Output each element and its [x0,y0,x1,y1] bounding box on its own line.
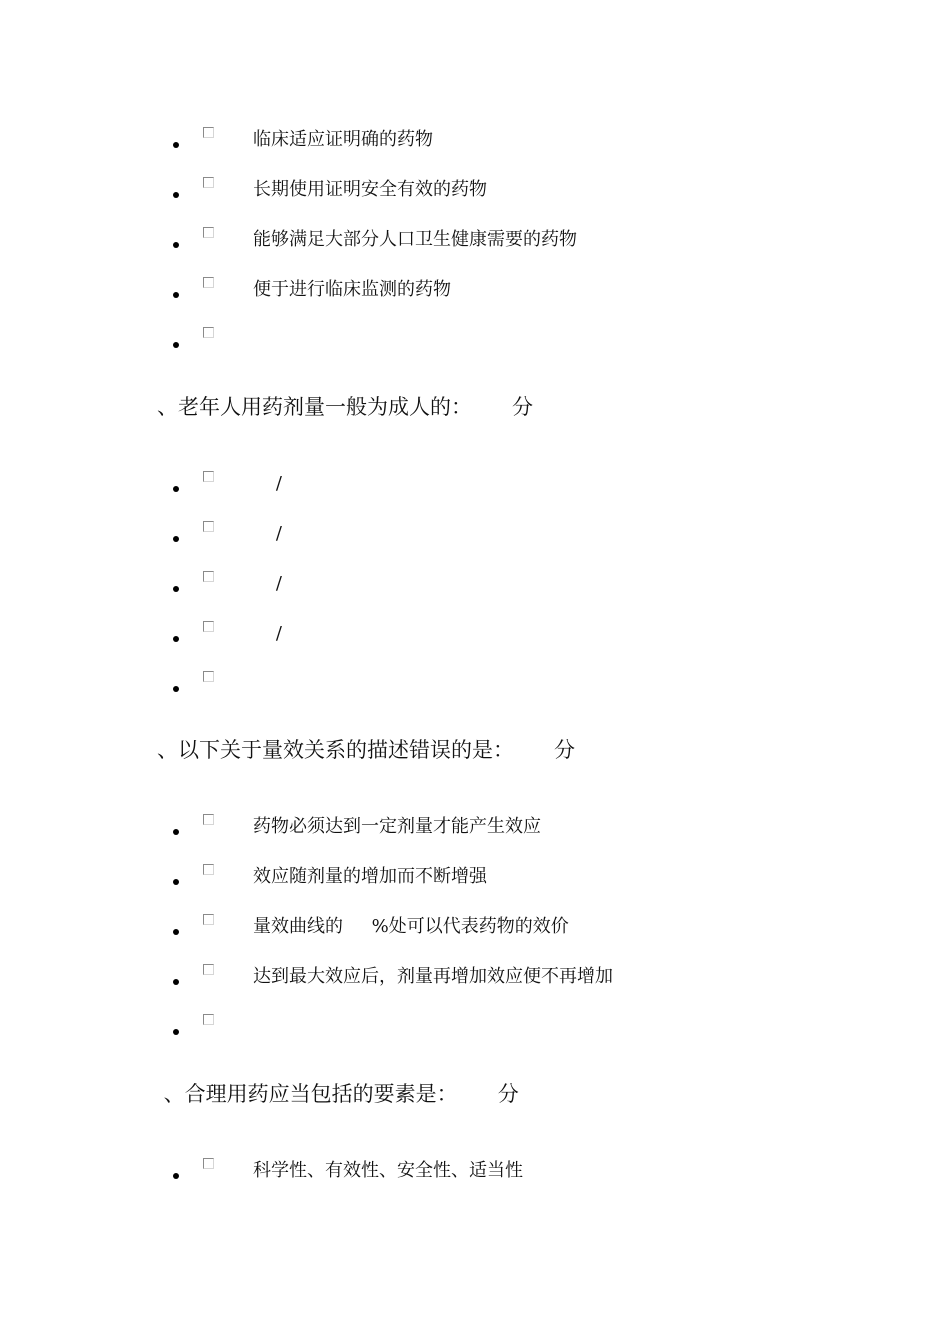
bullet-icon [173,1029,179,1035]
checkbox-icon[interactable] [203,227,214,238]
question-title: 、以下关于量效关系的描述错误的是： 分 [157,738,576,762]
option-q1-e[interactable] [0,327,950,357]
option-q4-a[interactable] [0,1158,950,1188]
option-q1-b[interactable] [0,177,950,207]
bullet-icon [173,536,179,542]
bullet-icon [173,879,179,885]
option-label: 能够满足大部分人口卫生健康需要的药物 [253,229,577,250]
checkbox-icon[interactable] [203,277,214,288]
option-label: / [253,523,282,544]
option-label: / [253,473,282,494]
question-title: 、老年人用药剂量一般为成人的： 分 [157,395,534,419]
option-q1-d[interactable] [0,277,950,307]
option-label: / [253,573,282,594]
option-label: 药物必须达到一定剂量才能产生效应 [253,816,541,837]
option-q3-e[interactable] [0,1014,950,1044]
checkbox-icon[interactable] [203,914,214,925]
checkbox-icon[interactable] [203,814,214,825]
bullet-icon [173,636,179,642]
checkbox-icon[interactable] [203,521,214,532]
option-q2-d[interactable] [0,621,950,651]
option-label: 量效曲线的 %处可以代表药物的效价 [253,916,569,937]
bullet-icon [173,829,179,835]
option-label: 便于进行临床监测的药物 [253,279,451,300]
option-q3-b[interactable] [0,864,950,894]
bullet-icon [173,586,179,592]
option-label: 临床适应证明确的药物 [253,129,433,150]
checkbox-icon[interactable] [203,471,214,482]
bullet-icon [173,192,179,198]
option-label: 科学性、有效性、安全性、适当性 [253,1160,523,1181]
option-q3-d[interactable] [0,964,950,994]
question-title: 、合理用药应当包括的要素是： 分 [157,1082,519,1106]
option-q3-a[interactable] [0,814,950,844]
bullet-icon [173,242,179,248]
option-q3-c[interactable] [0,914,950,944]
checkbox-icon[interactable] [203,127,214,138]
checkbox-icon[interactable] [203,327,214,338]
option-q1-a[interactable] [0,127,950,157]
option-label: 长期使用证明安全有效的药物 [253,179,487,200]
bullet-icon [173,486,179,492]
bullet-icon [173,979,179,985]
option-q2-b[interactable] [0,521,950,551]
option-label: 达到最大效应后，剂量再增加效应便不再增加 [253,966,613,987]
checkbox-icon[interactable] [203,621,214,632]
bullet-icon [173,1173,179,1179]
option-q1-c[interactable] [0,227,950,257]
bullet-icon [173,929,179,935]
bullet-icon [173,142,179,148]
option-q2-e[interactable] [0,671,950,701]
bullet-icon [173,686,179,692]
option-label: / [253,623,282,644]
bullet-icon [173,342,179,348]
checkbox-icon[interactable] [203,1158,214,1169]
checkbox-icon[interactable] [203,571,214,582]
checkbox-icon[interactable] [203,964,214,975]
option-q2-c[interactable] [0,571,950,601]
checkbox-icon[interactable] [203,1014,214,1025]
option-q2-a[interactable] [0,471,950,501]
checkbox-icon[interactable] [203,177,214,188]
checkbox-icon[interactable] [203,671,214,682]
bullet-icon [173,292,179,298]
option-label: 效应随剂量的增加而不断增强 [253,866,487,887]
checkbox-icon[interactable] [203,864,214,875]
